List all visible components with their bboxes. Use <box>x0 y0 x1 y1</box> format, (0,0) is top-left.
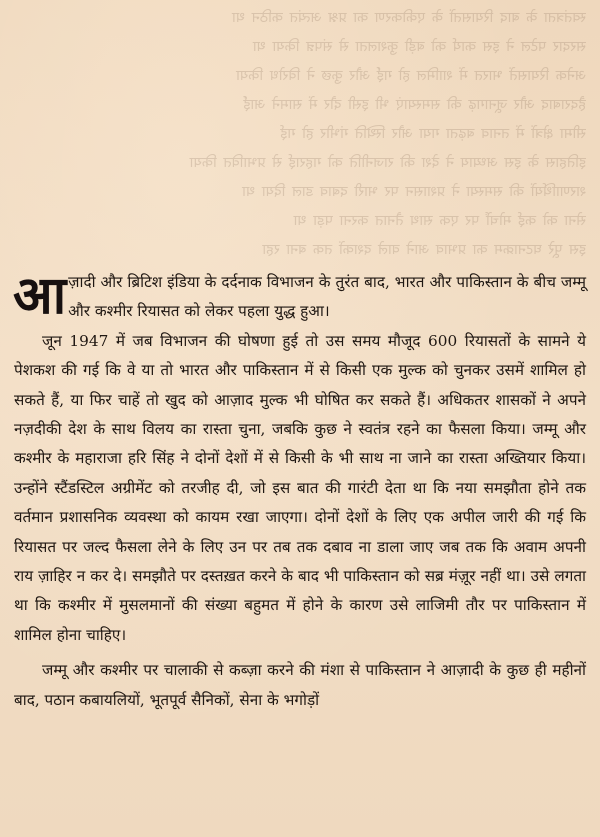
ghost-line: इतिहास के इस अध्याय ने देश की राजनीति को गहराई से प्रभावित किया <box>189 155 586 171</box>
closing-paragraph: जम्मू और कश्मीर पर चालाकी से कब्ज़ा करने की मंशा से पाकिस्तान ने आज़ादी के कुछ ही महीनों बाद, पठान कबायलियों, भूतपूर्व सैनिकों, सेना के भगोड़ों <box>14 661 586 709</box>
ghost-line: हैदराबाद और जूनागढ़ की समस्याएं भी इसी दौर में सामने आईं <box>243 97 586 113</box>
body-paragraph: जून 1947 में जब विभाजन की घोषणा हुई तो उस समय मौजूद 600 रियासतों के सामने ये पेशकश की गई कि वे या तो भारत और पाकिस्तान में से किसी एक मुल्क को चुनकर उसमें शामिल हो सकते हैं, या फिर चाहें तो खुद को आज़ाद मुल्क भी घोषित कर सकते हैं। अधिकतर शासकों ने अपने नज़दीकी देश के साथ विलय का रास्ता चुना, जबकि कुछ ने स्वतंत्र रहने का फैसला किया। जम्मू और कश्मीर के महाराजा हरि सिंह ने दोनों देशों में से किसी के भी साथ ना जाने का रास्ता अख्तियार किया। उन्होंने स्टैंडस्टिल अग्रीमेंट को तरजीह दी, जो इस बात की गारंटी देता था कि नया समझौता होने तक वर्तमान प्रशासनिक व्यवस्था को कायम रखा जाएगा। दोनों देशों के लिए एक अपील जारी की गई कि रियासत पर जल्द फैसला लेने के लिए उन पर तब तक दबाव ना डाला जाए जब तक कि अवाम अपनी राय ज़ाहिर न कर दे। समझौते पर दस्तख़त करने के बाद भी पाकिस्तान को सब्र मंज़ूर नहीं था। उसे लगता था कि कश्मीर में मुसलमानों की संख्या बहुमत में होने के कारण उसे लाजिमी तौर पर पाकिस्तान में शामिल होना चाहिए। <box>14 331 586 644</box>
ghost-line: सेना को कई मोर्चों पर एक साथ तैनात करना पड़ा था <box>293 213 586 229</box>
ghost-line: अनेक रियासतें भारत में शामिल हो गईं और कुछ ने विरोध किया <box>236 68 586 84</box>
ghost-line: सीमा क्षेत्रों में तनाव बढ़ता गया और स्थिति गंभीर हो गई <box>280 126 586 142</box>
chapter-body <box>13 265 586 715</box>
ghost-line: शरणार्थियों की समस्या ने प्रशासन पर भारी दबाव डाल दिया था <box>242 184 586 200</box>
drop-cap: आ <box>13 265 65 326</box>
ghost-line: स्वतंत्रता के बाद रियासतों के एकीकरण का प्रश्न अत्यंत कठिन था <box>232 10 586 26</box>
opening-paragraph-text: ज़ादी और ब्रिटिश इंडिया के दर्दनाक विभाजन के तुरंत बाद, भारत और पाकिस्तान के बीच जम्मू और कश्मीर रियासत को लेकर पहला युद्ध हुआ। <box>68 273 586 321</box>
opening-paragraph <box>13 265 586 327</box>
reverse-side-bleed-through <box>0 0 600 270</box>
ghost-line: सरदार पटेल ने इस कार्य को बड़ी कुशलता से संपन्न किया था <box>252 39 586 55</box>
ghost-line: इस पूरे घटनाक्रम का प्रभाव आने वाले दशकों तक बना रहा <box>262 242 586 258</box>
